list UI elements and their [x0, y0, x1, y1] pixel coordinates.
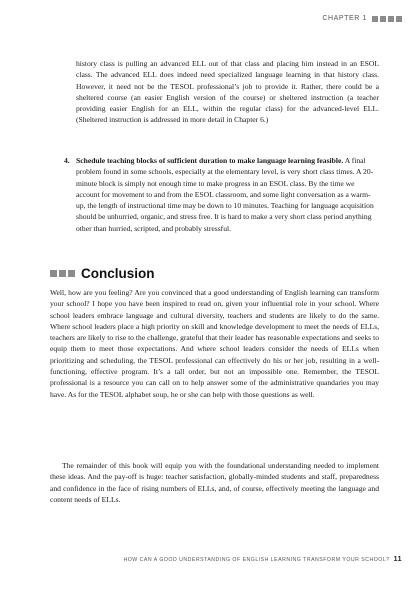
list-item	[64, 155, 379, 234]
running-footer	[124, 556, 403, 563]
list-item-title: Schedule teaching blocks of sufficient duration to make language learning feasible.	[76, 156, 344, 165]
page-number: 11	[393, 556, 402, 563]
section-heading	[50, 266, 155, 281]
conclusion-paragraph-1: Well, how are you feeling? Are you convinced that a good understanding of English learning can transform your school? I hope you have been inspired to read on, given your influential role in your school. Where school leaders embrace language and cultural diversity, teachers and students are likely to do the same. Where school leaders place a high priority on skill and knowledge development to meet the needs of ELLs, teachers are likely to rise to the challenge, grateful that their leader has reasonable expectations and seeks to equip them to meet those expectations. And where school leaders consider the needs of ELLs when prioritizing and scheduling, the TESOL professional can effectively do his or her job, resulting in a well-functioning, effective program. It’s a tall order, but not an impossible one. Remember, the TESOL professional is a resource you can call on to help answer some of the administrative quandaries you may have. As for the TESOL alphabet soup, he or she can help with those questions as well.	[50, 288, 379, 399]
heading-squares-icon	[50, 270, 75, 277]
list-item-number: 4.	[64, 156, 70, 165]
header-squares-icon	[372, 16, 402, 22]
running-header	[322, 15, 402, 22]
footer-title: HOW CAN A GOOD UNDERSTANDING OF ENGLISH LEARNING TRANSFORM YOUR SCHOOL?	[123, 556, 390, 563]
list-item-text: A final problem found in some schools, especially at the elementary level, is very short class times. A 20-minute block is simply not enough time to make progress in an ESOL class. By the time we account for movement to and from the ESOL classroom, and some light conversation as a warm-up, the length of instructional time may be down to 10 minutes. Teaching for language acquisition should be unhurried, organic, and stress free. It is hard to make a very short class period anything other than hurried, scripted, and probably stressful.	[76, 156, 374, 233]
section-title: Conclusion	[81, 266, 155, 281]
chapter-label: CHAPTER 1	[322, 15, 367, 22]
conclusion-paragraph-2: The remainder of this book will equip you with the foundational understanding needed to implement these ideas. And the pay-off is huge: teacher satisfaction, globally-minded students and staff, preparedness and confidence in the face of rising numbers of ELLs, and, of course, effectively meeting the language and content needs of ELLs.	[50, 461, 379, 504]
paragraph-continuation: history class is pulling an advanced ELL out of that class and placing him instead in an ESOL class. The advanced ELL does indeed need specialized language learning in that history class. However, it need not be the TESOL professional’s job to provide it. Rather, there could be a sheltered course (an easier English version of the course) or sheltered instruction (a teacher providing easier English for an ELL, within the regular class) for the advanced-level ELL. (Sheltered instruction is addressed in more detail in Chapter 6.)	[76, 59, 379, 125]
